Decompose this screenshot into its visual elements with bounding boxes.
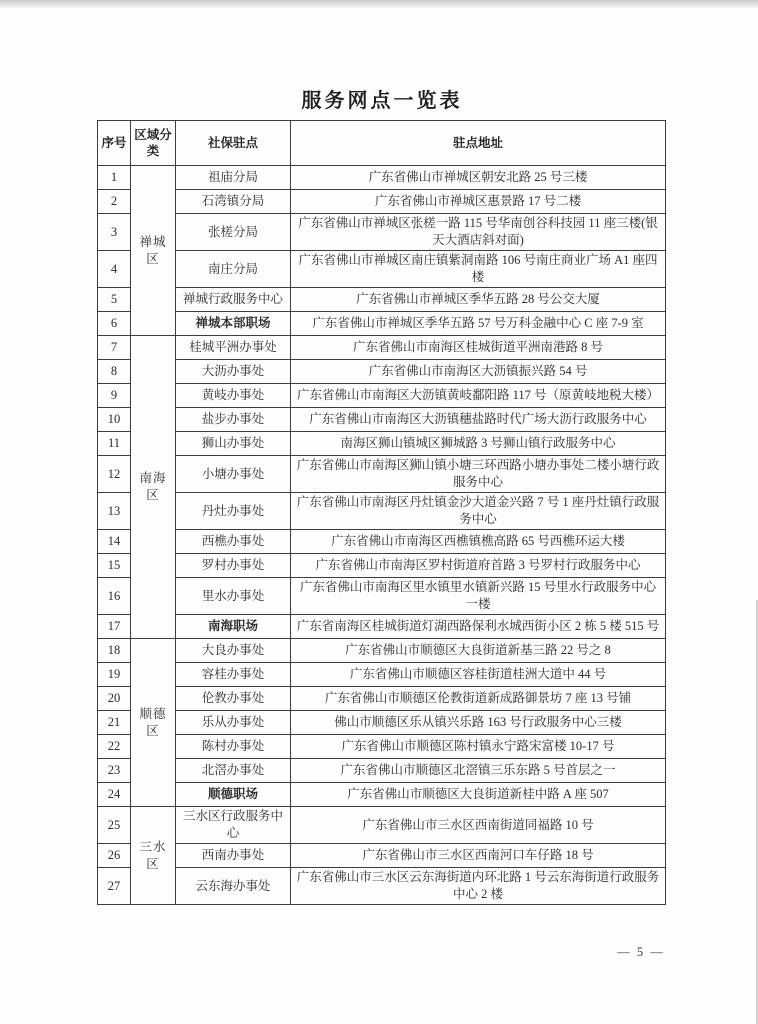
region-cell: 南海区 [131,336,176,639]
table-row [98,711,666,735]
header-row [98,121,666,166]
address-cell: 佛山市顺德区乐从镇兴乐路 163 号行政服务中心三楼 [291,711,666,735]
page-title: 服务网点一览表 [301,90,463,112]
service-network-table [97,120,666,905]
row-number: 9 [98,384,131,408]
station-cell: 西樵办事处 [176,530,291,554]
table-row [98,251,666,288]
station-cell: 黄岐办事处 [176,384,291,408]
address-cell: 广东省佛山市顺德区陈村镇永宁路宋富楼 10-17 号 [291,735,666,759]
table-row [98,456,666,493]
address-cell: 广东省佛山市禅城区朝安北路 25 号三楼 [291,166,666,190]
address-cell: 南海区狮山镇城区狮城路 3 号狮山镇行政服务中心 [291,432,666,456]
table-row [98,687,666,711]
address-cell: 广东省佛山市南海区大沥镇振兴路 54 号 [291,360,666,384]
row-number: 20 [98,687,131,711]
row-number: 25 [98,807,131,844]
row-number: 12 [98,456,131,493]
station-cell: 丹灶办事处 [176,493,291,530]
row-number: 7 [98,336,131,360]
row-number: 21 [98,711,131,735]
station-cell: 云东海办事处 [176,868,291,905]
table-row [98,384,666,408]
address-cell: 广东省佛山市禅城区惠景路 17 号二楼 [291,190,666,214]
station-cell: 大沥办事处 [176,360,291,384]
address-cell: 广东省佛山市禅城区季华五路 28 号公交大厦 [291,288,666,312]
table-row [98,408,666,432]
station-cell: 禅城行政服务中心 [176,288,291,312]
row-number: 26 [98,844,131,868]
station-cell: 禅城本部职场 [176,312,291,336]
row-number: 18 [98,639,131,663]
row-number: 1 [98,166,131,190]
header-index: 序号 [98,121,131,166]
table-row [98,868,666,905]
table-row [98,578,666,615]
address-cell: 广东省佛山市顺德区大良街道新桂中路 A 座 507 [291,783,666,807]
row-number: 16 [98,578,131,615]
header-station: 社保驻点 [176,121,291,166]
scan-top-edge-shadow [0,0,758,9]
table-header [98,121,666,166]
row-number: 17 [98,615,131,639]
table-row [98,735,666,759]
row-number: 14 [98,530,131,554]
row-number: 13 [98,493,131,530]
row-number: 8 [98,360,131,384]
station-cell: 里水办事处 [176,578,291,615]
address-cell: 广东省佛山市南海区西樵镇樵高路 65 号西樵环运大楼 [291,530,666,554]
station-cell: 狮山办事处 [176,432,291,456]
address-cell: 广东省佛山市南海区罗村街道府首路 3 号罗村行政服务中心 [291,554,666,578]
table-body [98,166,666,905]
address-cell: 广东省佛山市南海区大沥镇穗盐路时代广场大沥行政服务中心 [291,408,666,432]
header-address: 驻点地址 [291,121,666,166]
document-page [97,84,667,905]
address-cell: 广东省佛山市南海区桂城街道平洲南港路 8 号 [291,336,666,360]
table-row [98,493,666,530]
table-row [98,166,666,190]
table-row [98,807,666,844]
row-number: 6 [98,312,131,336]
station-cell: 桂城平洲办事处 [176,336,291,360]
station-cell: 小塘办事处 [176,456,291,493]
station-cell: 顺德职场 [176,783,291,807]
address-cell: 广东省佛山市三水区西南街道同福路 10 号 [291,807,666,844]
row-number: 23 [98,759,131,783]
table-row [98,530,666,554]
row-number: 10 [98,408,131,432]
address-cell: 广东省佛山市南海区里水镇里水镇新兴路 15 号里水行政服务中心一楼 [291,578,666,615]
row-number: 5 [98,288,131,312]
row-number: 11 [98,432,131,456]
station-cell: 盐步办事处 [176,408,291,432]
address-cell: 广东省南海区桂城街道灯湖西路保利水城西街小区 2 栋 5 楼 515 号 [291,615,666,639]
address-cell: 广东省佛山市顺德区大良街道新基三路 22 号之 8 [291,639,666,663]
address-cell: 广东省佛山市顺德区伦教街道新成路御景坊 7 座 13 号铺 [291,687,666,711]
address-cell: 广东省佛山市顺德区北滘镇三乐东路 5 号首层之一 [291,759,666,783]
header-region: 区域分类 [131,121,176,166]
table-row [98,288,666,312]
table-row [98,844,666,868]
table-row [98,615,666,639]
row-number: 19 [98,663,131,687]
station-cell: 南庄分局 [176,251,291,288]
table-row [98,639,666,663]
region-cell: 顺德区 [131,639,176,807]
station-cell: 大良办事处 [176,639,291,663]
station-cell: 容桂办事处 [176,663,291,687]
row-number: 24 [98,783,131,807]
page-number: — 5 — [617,945,665,959]
address-cell: 广东省佛山市禅城区南庄镇紫洞南路 106 号南庄商业广场 A1 座四楼 [291,251,666,288]
table-row [98,312,666,336]
row-number: 15 [98,554,131,578]
station-cell: 南海职场 [176,615,291,639]
table-row [98,663,666,687]
region-cell: 三水区 [131,807,176,905]
address-cell: 广东省佛山市南海区大沥镇黄岐鄱阳路 117 号（原黄岐地税大楼） [291,384,666,408]
address-cell: 广东省佛山市三水区西南河口车仔路 18 号 [291,844,666,868]
row-number: 22 [98,735,131,759]
address-cell: 广东省佛山市禅城区季华五路 57 号万科金融中心 C 座 7-9 室 [291,312,666,336]
station-cell: 北滘办事处 [176,759,291,783]
address-cell: 广东省佛山市三水区云东海街道内环北路 1 号云东海街道行政服务中心 2 楼 [291,868,666,905]
table-row [98,432,666,456]
row-number: 27 [98,868,131,905]
row-number: 3 [98,214,131,251]
table-row [98,783,666,807]
station-cell: 石湾镇分局 [176,190,291,214]
table-row [98,214,666,251]
table-row [98,554,666,578]
address-cell: 广东省佛山市禅城区张槎一路 115 号华南创谷科技园 11 座三楼(银天大酒店斜对面) [291,214,666,251]
address-cell: 广东省佛山市顺德区容桂街道桂洲大道中 44 号 [291,663,666,687]
station-cell: 祖庙分局 [176,166,291,190]
table-row [98,190,666,214]
region-cell: 禅城区 [131,166,176,336]
station-cell: 陈村办事处 [176,735,291,759]
station-cell: 西南办事处 [176,844,291,868]
table-row [98,336,666,360]
address-cell: 广东省佛山市南海区丹灶镇金沙大道金兴路 7 号 1 座丹灶镇行政服务中心 [291,493,666,530]
address-cell: 广东省佛山市南海区狮山镇小塘三环西路小塘办事处二楼小塘行政服务中心 [291,456,666,493]
station-cell: 乐从办事处 [176,711,291,735]
row-number: 2 [98,190,131,214]
station-cell: 伦教办事处 [176,687,291,711]
station-cell: 罗村办事处 [176,554,291,578]
table-row [98,759,666,783]
station-cell: 三水区行政服务中心 [176,807,291,844]
station-cell: 张槎分局 [176,214,291,251]
table-row [98,360,666,384]
row-number: 4 [98,251,131,288]
